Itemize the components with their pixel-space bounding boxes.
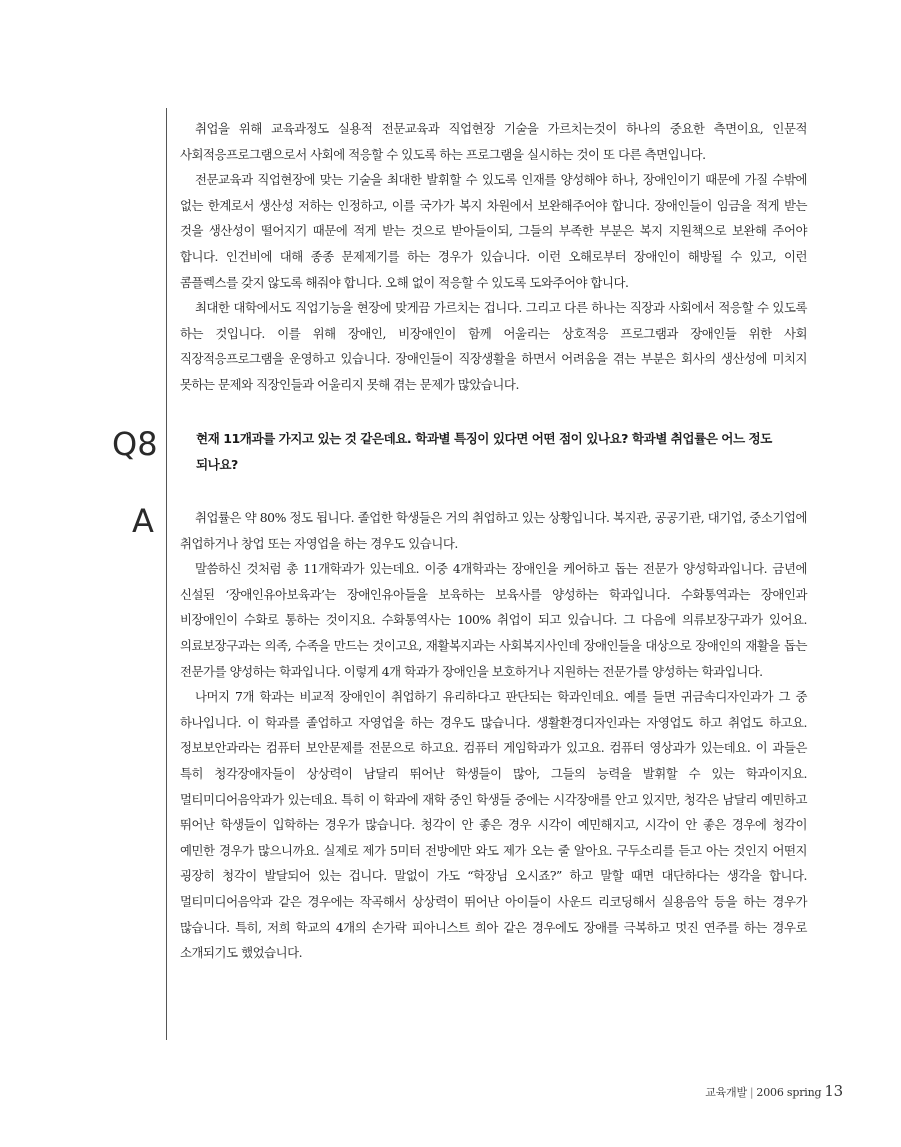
answer-section [180, 505, 807, 966]
question-marker: Q8 [112, 425, 158, 463]
answer-paragraph-3: 나머지 7개 학과는 비교적 장애인이 취업하기 유리하다고 판단되는 학과인데요. 예를 들면 귀금속디자인과가 그 중 하나입니다. 이 학과를 졸업하고 자영업을 하는 경우도 많습니다. 생활환경디자인과는 자영업도 하고 취업도 하고요. 정보보안과라는 컴퓨터 보안문제를 전문으로 하고요. 컴퓨터 게임학과가 있고요. 컴퓨터 영상과가 있는데요. 이 과들은 특히 청각장애자들이 상상력이 남달리 뛰어난 학생들이 많아, 그들의 능력을 발휘할 수 있는 학과이지요. 멀티미디어음악과가 있는데요. 특히 이 학과에 재학 중인 학생들 중에는 시각장애를 안고 있지만, 청각은 남달리 예민하고 뛰어난 학생들이 입학하는 경우가 많습니다. 청각이 안 좋은 경우 시각이 예민해지고, 시각이 안 좋은 경우에 청각이 예민한 경우가 많으니까요. 실제로 제가 5미터 전방에만 와도 제가 오는 줄 알아요. 구두소리를 듣고 아는 것인지 어떤지 굉장히 청각이 발달되어 있는 겁니다. 말없이 가도 “학장님 오시죠?” 하고 말할 때면 대단하다는 생각을 합니다. 멀티미디어음악과 같은 경우에는 작곡해서 상상력이 뛰어난 아이들이 사운드 리코딩해서 실용음악 등을 하는 경우가 많습니다. 특히, 저희 학교의 4개의 손가락 피아니스트 희아 같은 경우에도 장애를 극복하고 멋진 연주를 하는 경우로 소개되기도 했었습니다. [180, 689, 807, 961]
page-footer [705, 1082, 843, 1100]
intro-section [180, 116, 807, 398]
answer-paragraph-2: 말씀하신 것처럼 총 11개학과가 있는데요. 이중 4개학과는 장애인을 케어하고 돕는 전문가 양성학과입니다. 금년에 신설된 ‘장애인유아보육과’는 장애인유아들을 보육하는 보육사를 양성하는 학과입니다. 수화통역과는 장애인과 비장애인이 수화로 통하는 것이지요. 수화통역사는 100% 취업이 되고 있습니다. 그 다음에 의류보장구과가 있어요. 의료보장구과는 의족, 수족을 만드는 것이고요, 재활복지과는 사회복지사인데 장애인들을 대상으로 장애인의 재활을 돕는 전문가를 양성하는 학과입니다. 이렇게 4개 학과가 장애인을 보호하거나 지원하는 전문가를 양성하는 학과입니다. [180, 561, 807, 679]
page-number: 13 [824, 1082, 843, 1100]
answer-marker: A [132, 502, 154, 540]
publication-name: 교육개발 [705, 1086, 747, 1099]
intro-paragraph-3: 최대한 대학에서도 직업기능을 현장에 맞게끔 가르치는 겁니다. 그리고 다른 하나는 직장과 사회에서 적응할 수 있도록 하는 것입니다. 이를 위해 장애인, 비장애인이 함께 어울리는 상호적응 프로그램과 장애인들 위한 사회 직장적응프로그램을 운영하고 있습니다. 장애인들이 직장생활을 하면서 어려움을 겪는 부분은 회사의 생산성에 미치지 못하는 문제와 직장인들과 어울리지 못해 겪는 문제가 많았습니다. [180, 300, 807, 392]
intro-paragraph-1: 취업을 위해 교육과정도 실용적 전문교육과 직업현장 기술을 가르치는것이 하나의 중요한 측면이요, 인문적 사회적응프로그램으로서 사회에 적응할 수 있도록 하는 프로그램을 실시하는 것이 또 다른 측면입니다. [180, 121, 807, 162]
margin-rule [166, 108, 167, 1040]
question-text: 현재 11개과를 가지고 있는 것 같은데요. 학과별 특징이 있다면 어떤 점이 있나요? 학과별 취업률은 어느 정도 되나요? [196, 431, 772, 472]
answer-paragraph-1: 취업률은 약 80% 정도 됩니다. 졸업한 학생들은 거의 취업하고 있는 상황입니다. 복지관, 공공기관, 대기업, 중소기업에 취업하거나 창업 또는 자영업을 하는 경우도 있습니다. [180, 510, 807, 551]
footer-separator: | [749, 1086, 754, 1099]
intro-paragraph-2: 전문교육과 직업현장에 맞는 기술을 최대한 발휘할 수 있도록 인재를 양성해야 하나, 장애인이기 때문에 가질 수밖에 없는 한계로서 생산성 저하는 인정하고, 이를 국가가 복지 차원에서 보완해주어야 합니다. 장애인들이 임금을 적게 받는 것을 생산성이 떨어지기 때문에 적게 받는 것으로 받아들이되, 그들의 부족한 부분은 복지 지원책으로 보완해 주어야 합니다. 인건비에 대해 종종 문제제기를 하는 경우가 있습니다. 이런 오해로부터 장애인이 해방될 수 있고, 이런 콤플렉스를 갖지 않도록 해줘야 합니다. 오해 없이 적응할 수 있도록 도와주어야 합니다. [180, 172, 807, 290]
issue-label: 2006 spring [756, 1086, 822, 1099]
